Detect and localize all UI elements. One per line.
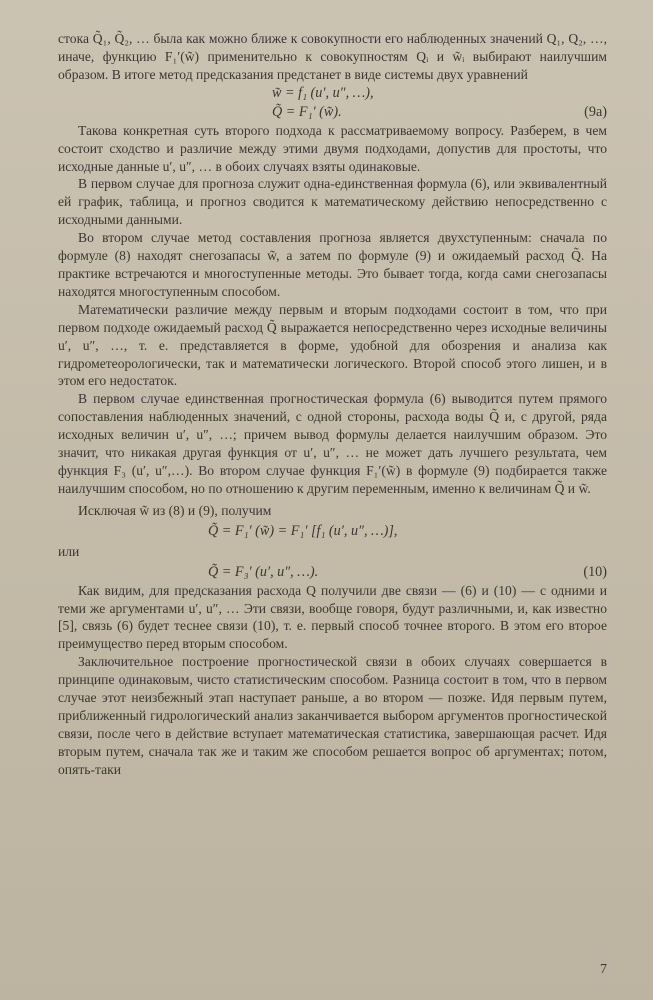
equation-system-line-2-text: Q̃ = F₁′ (w̃). <box>272 103 342 120</box>
paragraph-8: Заключительное построение прогностической связи в обоих случаях совершается в принципе одинаковым, чисто статистическим способом. Разница состоит в том, что в первом случае этот неизбежный этап наступает раньше, а во втором — позже. Идя первым путем, приближенный гидрологический анализ заканчивается выбором аргументов прогностической связи, после чего в действие вступает математическая статистика, завершающая расчет. Идя вторым путем, сначала так же и таким же способом решается вопрос об аргументах; потом, опять-таки <box>58 654 607 777</box>
eliminate-intro: Исключая w̃ из (8) и (9), получим <box>78 502 272 518</box>
paragraph-5: Математически различие между первым и вторым подходами состоит в том, что при первом подходе ожидаемый расход Q̃ выражается непосредственно через исходные величины u′, u″, …, т. е. представляется в форме, удобной для обозрения и анализа как гидрометеорологически, так и математически логического. Второй способ этого лишен, и в этом его недостаток. <box>58 301 607 389</box>
equation-number-10: (10) <box>583 563 607 580</box>
or-word: или <box>58 543 80 559</box>
equation-final-text: Q̃ = F₃′ (u′, u″, …). <box>208 563 319 580</box>
equation-system-line-1: w̃ = f₁ (u′, u″, …), <box>272 84 374 101</box>
paragraph-4: Во втором случае метод составления прогноза является двухступенным: сначала по формуле (8) находят снегозапасы w̃, а затем по формуле (9) и ожидаемый расход Q̃. На практике встречаются и многоступенные методы. Это бывает тогда, когда сами снегозапасы находятся многоступенным способом. <box>58 230 607 299</box>
paragraph-2: Такова конкретная суть второго подхода к рассматриваемому вопросу. Разберем, в чем состоит сходство и различие между этими двумя подходами, допустив для простоты, что исходные данные u′, u″, … в обоих случаях взяты одинаковые. <box>58 122 607 174</box>
paragraph-7: Как видим, для предсказания расхода Q получили две связи — (6) и (10) — с одними и теми же аргументами u′, u″, … Эти связи, вообще говоря, будут различными, и, как известно [5], связь (6) будет теснее связи (10), т. е. первый способ точнее второго. В этом его второе преимущество перед вторым способом. <box>58 582 607 652</box>
equation-number-9a: (9a) <box>584 103 607 120</box>
paragraph-1: стока Q̃₁, Q̃₂, … была как можно ближе к совокупности его наблюденных значений Q₁, Q₂, …, иначе, функцию F₁′(w̃) применительно к совокупностям Qᵢ и w̃ᵢ выбирают наилучшим образом. В итоге метод предсказания предстанет в виде системы двух уравнений <box>58 31 607 82</box>
page-number: 7 <box>600 962 607 977</box>
paragraph-6: В первом случае единственная прогностическая формула (6) выводится путем прямого сопоставления наблюденных значений, с одной стороны, расхода воды Q̃ и, с другой, ряда исходных величин u′, u″, …; причем вывод формулы делается наилучшим образом. Это значит, что никакая другая функция от u′, u″, … не может дать лучшего результата, чем функция F₃ (u′, u″,…). Во втором случае функция F₁′(w̃) в формуле (9) подбирается также наилучшим способом, но по отношению к другим переменным, именно к величинам Q̃ и w̃. <box>58 391 607 496</box>
equation-elimination: Q̃ = F₁′ (w̃) = F₁′ [f₁ (u′, u″, …)], <box>208 522 398 539</box>
equation-system-line-2 <box>58 103 607 122</box>
equation-final <box>58 563 607 582</box>
paragraph-3: В первом случае для прогноза служит одна-единственная формула (6), или эквивалентный ей график, таблица, и прогноз сводится к математическому действию непосредственно с исходными данными. <box>58 176 607 228</box>
